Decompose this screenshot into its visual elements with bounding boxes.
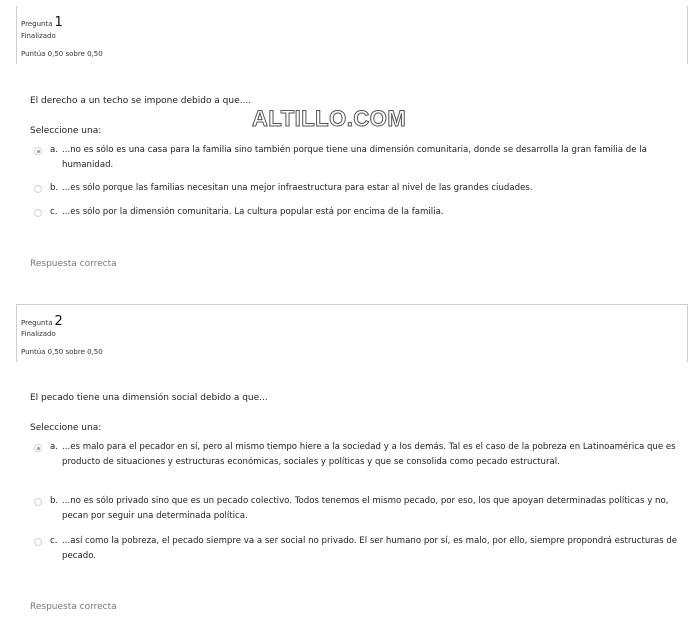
option-letter: b. bbox=[50, 183, 59, 193]
answer-prompt: Seleccione una: bbox=[30, 423, 102, 433]
question-text: El pecado tiene una dimensión social debido a que... bbox=[30, 393, 268, 403]
option-b[interactable] bbox=[34, 181, 684, 196]
option-text: ...es sólo porque las familias necesitan una mejor infraestructura para estar al nivel de las grandes ciudades. bbox=[62, 183, 533, 193]
question-label: Pregunta bbox=[21, 20, 53, 28]
option-letter: b. bbox=[50, 496, 59, 506]
question-info bbox=[16, 304, 688, 362]
question-text: El derecho a un techo se impone debido a que.... bbox=[30, 96, 252, 106]
option-text: ...es sólo por la dimensión comunitaria. La cultura popular está por encima de la familia. bbox=[62, 207, 444, 217]
option-b[interactable] bbox=[34, 494, 684, 524]
question-score: Puntúa 0,50 sobre 0,50 bbox=[21, 348, 103, 356]
question-score: Puntúa 0,50 sobre 0,50 bbox=[21, 50, 103, 58]
radio-button[interactable] bbox=[34, 147, 42, 155]
question-number bbox=[21, 314, 63, 329]
radio-button[interactable] bbox=[34, 209, 42, 217]
feedback: Respuesta correcta bbox=[30, 259, 117, 269]
option-text: ...es malo para el pecador en sí, pero al mismo tiempo hiere a la sociedad y a los demás. Tal es el caso de la pobreza en Latinoamérica que es producto de situaciones y estructuras económicas, sociales y políticas y que se consolida como pecado estructural. bbox=[62, 442, 676, 467]
answer-prompt: Seleccione una: bbox=[30, 126, 102, 136]
question-status: Finalizado bbox=[21, 32, 56, 40]
option-a[interactable] bbox=[34, 143, 684, 173]
question-number-value: 2 bbox=[54, 314, 63, 329]
watermark-logo: ALTILLO.COM bbox=[252, 106, 407, 131]
option-c[interactable] bbox=[34, 205, 684, 220]
feedback: Respuesta correcta bbox=[30, 602, 117, 612]
option-letter: a. bbox=[50, 145, 58, 155]
question-status: Finalizado bbox=[21, 330, 56, 338]
question-number-value: 1 bbox=[54, 15, 63, 30]
option-a[interactable] bbox=[34, 440, 684, 470]
question-number bbox=[21, 15, 63, 30]
option-letter: a. bbox=[50, 442, 58, 452]
radio-button[interactable] bbox=[34, 185, 42, 193]
option-text: ...no es sólo privado sino que es un pecado colectivo. Todos tenemos el mismo pecado, por eso, los que apoyan determinadas políticas y no, pecan por seguir una determinada política. bbox=[62, 496, 669, 521]
radio-button[interactable] bbox=[34, 444, 42, 452]
question-label: Pregunta bbox=[21, 319, 53, 327]
option-letter: c. bbox=[50, 207, 58, 217]
question-info bbox=[16, 6, 688, 64]
option-c[interactable] bbox=[34, 534, 684, 564]
option-letter: c. bbox=[50, 536, 58, 546]
option-text: ...no es sólo es una casa para la familia sino también porque tiene una dimensión comunitaria, donde se desarrolla la gran familia de la humanidad. bbox=[62, 145, 647, 170]
radio-button[interactable] bbox=[34, 498, 42, 506]
radio-button[interactable] bbox=[34, 538, 42, 546]
option-text: ...así como la pobreza, el pecado siempre va a ser social no privado. El ser humano por sí, es malo, por ello, siempre propondrá estructuras de pecado. bbox=[62, 536, 678, 561]
